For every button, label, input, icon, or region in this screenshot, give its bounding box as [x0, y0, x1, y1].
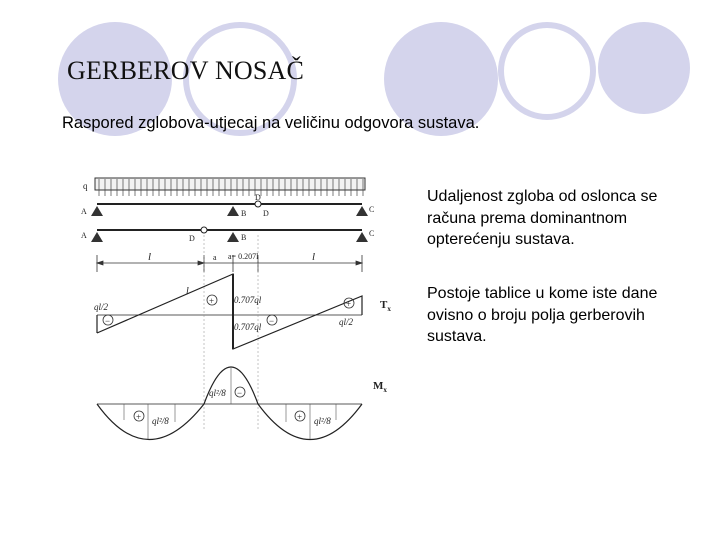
shear-lower-value: 0.707ql: [234, 322, 262, 332]
shear-upper-value: 0.707ql: [234, 295, 262, 305]
shear-right-value: ql/2: [339, 317, 354, 327]
beam-2-supports: [91, 232, 368, 242]
shear-slope-label: l: [186, 286, 189, 297]
paragraph-tables: Postoje tablice u kome iste dane ovisno o broju polja gerberovih sustava.: [427, 285, 658, 345]
beam-2-label-a: A: [81, 231, 87, 240]
moment-minus-sign: −: [237, 388, 243, 398]
beam-1-label-c: C: [369, 205, 375, 214]
slide-subtitle: Raspored zglobova-utjecaj na veličinu odgovora sustava.: [62, 114, 480, 132]
paragraph-hinge-distance: Udaljenost zgloba od oslonca se računa prema dominantnom opterećenju sustava.: [427, 188, 658, 248]
beam-1-label-a: A: [81, 207, 87, 216]
slide-title: GERBEROV NOSAČ: [67, 56, 305, 85]
moment-hatching: [124, 368, 336, 439]
beam-2-label-d: D: [189, 234, 195, 243]
beam-1-label-hinge: D: [255, 193, 261, 202]
distributed-load: [95, 178, 365, 196]
shear-diagram: [97, 274, 362, 349]
beam-2-label-c: C: [369, 229, 375, 238]
moment-plus-sign-left: +: [136, 412, 142, 422]
beam-1-label-b: B: [241, 209, 247, 218]
moment-title: $M_x$: [373, 380, 387, 394]
moment-diagram: [97, 367, 362, 440]
shear-minus-sign: −: [105, 316, 111, 326]
shear-title: $T_x$: [380, 299, 391, 313]
moment-plus-sign-right: +: [297, 412, 303, 422]
moment-mid-value: ql²/8: [209, 388, 226, 398]
beam-1-label-d: D: [263, 209, 269, 218]
shear-left-value: ql/2: [94, 302, 109, 312]
shear-plus-sign: +: [209, 296, 215, 306]
moment-left-value: ql²/8: [152, 416, 169, 426]
beam-2-hinge: [201, 227, 207, 233]
shear-plus-sign-right: +: [346, 299, 352, 309]
moment-right-value: ql²/8: [314, 416, 331, 426]
load-label: q: [83, 181, 88, 191]
shear-minus-sign-mid: −: [269, 316, 275, 326]
dim-left-label: l: [148, 251, 152, 263]
beam-2-label-b: B: [241, 233, 247, 242]
beam-1-supports: [91, 206, 368, 216]
dim-right-label: l: [312, 251, 316, 263]
dim-hinge-label: a= 0.207l: [228, 252, 259, 261]
dim-mid-label: a: [213, 253, 217, 262]
